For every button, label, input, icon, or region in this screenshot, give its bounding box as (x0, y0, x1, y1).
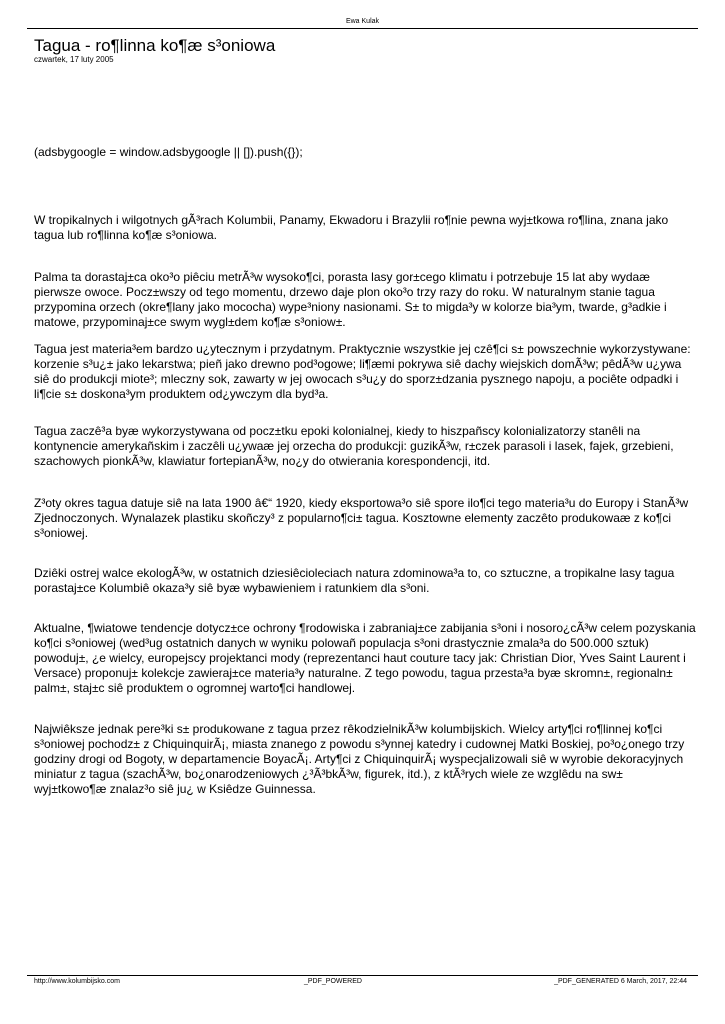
header-divider (27, 28, 698, 29)
paragraph-8: Najwiêksze jednak pere³ki s± produkowane z tagua przez rêkodzielnikÃ³w kolumbijskich. Wielcy arty¶ci ro¶linnej ko¶ci s³oniowej pochodz± z ChiquinquirÃ¡, miasta znanego z powodu s³ynnej katedry i cudownej Matki Boskiej, po³o¿onego trzy godziny drogi od Bogoty, w departamencie BoyacÃ¡. Arty¶ci z ChiquinquirÃ¡ wyspecjalizowali siê w wyrobie dekoracyjnych miniatur z tagua (szachÃ³w, bo¿onarodzeniowych ¿³Ã³bkÃ³w, figurek, itd.), z ktÃ³rych wiele ze wzglêdu na sw± wyj±tkowo¶æ znalaz³o siê ju¿ w Ksiêdze Guinnessa. (34, 722, 685, 796)
article-date: czwartek, 17 luty 2005 (34, 55, 114, 64)
footer-divider (27, 975, 698, 976)
paragraph-5: Z³oty okres tagua datuje siê na lata 1900 â€“ 1920, kiedy eksportowa³o siê spore ilo¶ci tego materia³u do Europy i StanÃ³w Zjednoczonych. Wynalazek plastiku skoñczy³ z popularno¶ci± tagua. Kosztowne elementy zaczêto produkowaæ z ko¶ci s³oniowej. (34, 496, 689, 540)
paragraph-1: W tropikalnych i wilgotnych gÃ³rach Kolumbii, Panamy, Ekwadoru i Brazylii ro¶nie pewna wyj±tkowa ro¶lina, znana jako tagua lub ro¶linna ko¶æ s³oniowa. (34, 213, 669, 242)
header-author: Ewa Kulak (345, 18, 380, 25)
footer-url: http://www.kolumbijsko.com (34, 978, 120, 985)
paragraph-4: Tagua zaczê³a byæ wykorzystywana od pocz±tku epoki kolonialnej, kiedy to hiszpañscy kolonializatorzy stanêli na kontynencie amerykañskim i zaczêli u¿ywaæ jej orzecha do produkcji: guzikÃ³w, r±czek parasoli i lasek, fajek, grzebieni, szachowych pionkÃ³w, klawiatur fortepianÃ³w, no¿y do otwierania korespondencji, itd. (34, 424, 674, 468)
ad-script-text: (adsbygoogle = window.adsbygoogle || []).push({}); (34, 145, 303, 159)
footer-powered: _PDF_POWERED (304, 978, 362, 985)
paragraph-3: Tagua jest materia³em bardzo u¿ytecznym i przydatnym. Praktycznie wszystkie jej czê¶ci s± powszechnie wykorzystywane: korzenie s³u¿± jako lekarstwa; pieñ jako drewno pod³ogowe; li¶æmi pokrywa siê dachy wiejskich domÃ³w; pêdÃ³w u¿ywa siê do produkcji miote³; mleczny sok, zawarty w jej owocach s³u¿y do sporz±dzania pysznego napoju, a pociête odpadki i li¶cie s± doskona³ym produktem od¿ywczym dla byd³a. (34, 342, 691, 401)
paragraph-7: Aktualne, ¶wiatowe tendencje dotycz±ce ochrony ¶rodowiska i zabraniaj±ce zabijania s³oni i nosoro¿cÃ³w celem pozyskania ko¶ci s³oniowej (wed³ug ostatnich danych w wyniku polowañ populacja s³oni drastycznie zmala³a do 500.000 sztuk) powoduj±, ¿e wielcy, europejscy projektanci mody (reprezentanci haut couture tacy jak: Christian Dior, Yves Saint Laurent i Versace) proponuj± kolekcje zawieraj±ce materia³y naturalne. Z tego powodu, tagua przesta³a byæ skromn±, regionaln± palm±, staj±c siê produktem o ogromnej warto¶ci handlowej. (34, 621, 696, 695)
paragraph-6: Dziêki ostrej walce ekologÃ³w, w ostatnich dziesiêcioleciach natura zdominowa³a to, co sztuczne, a tropikalne lasy tagua porastaj±ce Kolumbiê okaza³y siê byæ wybawieniem i ratunkiem dla s³oni. (34, 566, 675, 595)
paragraph-2: Palma ta dorastaj±ca oko³o piêciu metrÃ³w wysoko¶ci, porasta lasy gor±cego klimatu i potrzebuje 15 lat aby wydaæ pierwsze owoce. Pocz±wszy od tego momentu, drzewo daje plon oko³o trzy razy do roku. W naturalnym stanie tagua przypomina orzech (okre¶lany jako mococha) wype³niony nasionami. S± to migda³y w kolorze bia³ym, twarde, g³adkie i matowe, przypominaj±ce swym wygl±dem ko¶æ s³oniow±. (34, 270, 667, 329)
footer-generated: _PDF_GENERATED 6 March, 2017, 22:44 (554, 978, 687, 985)
article-title: Tagua - ro¶linna ko¶æ s³oniowa (34, 36, 276, 55)
